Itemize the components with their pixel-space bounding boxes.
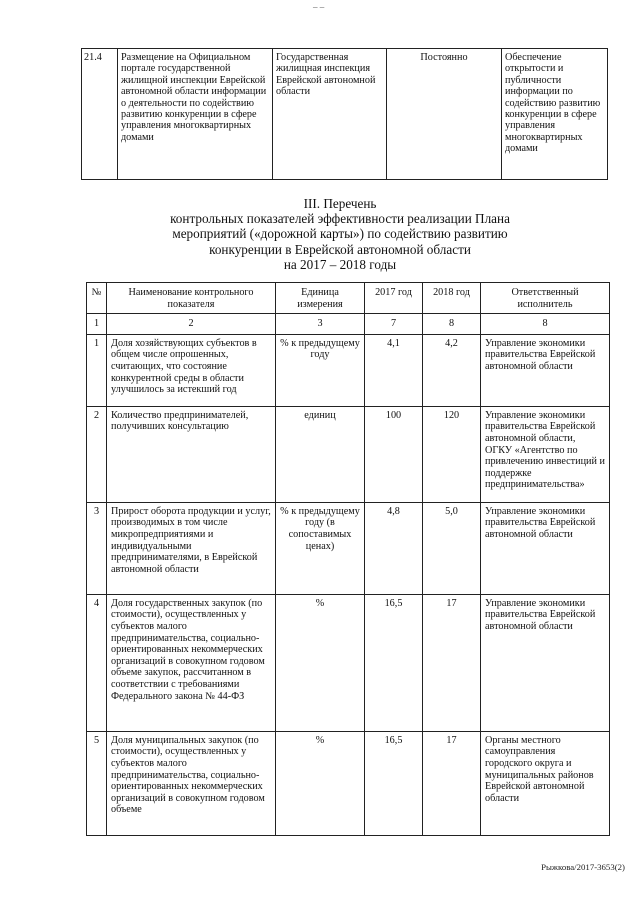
responsible-executor: Управление экономики правительства Еврейской автономной области xyxy=(481,594,610,731)
table-row xyxy=(87,406,610,502)
indicator-name: Прирост оборота продукции и услуг, производимых в том числе микропредприятиями и индивидуальными предпринимателями, в Еврейской автономной области xyxy=(107,502,276,594)
value-2018: 4,2 xyxy=(423,334,481,406)
activity-cell: Размещение на Официальном портале государственной жилищной инспекции Еврейской автономной области информации о деятельности по содействию развитию конкуренции в сфере управления многоквартирных домами xyxy=(118,49,273,180)
row-number: 3 xyxy=(87,502,107,594)
indicator-unit: единиц xyxy=(276,406,365,502)
table-row xyxy=(87,594,610,731)
column-header: 2018 год xyxy=(423,283,481,314)
heading-line: мероприятий («дорожной карты») по содействию развитию xyxy=(172,226,508,242)
heading-line: на 2017 – 2018 годы xyxy=(283,256,397,272)
section-heading xyxy=(150,196,530,272)
row-number: 4 xyxy=(87,594,107,731)
executor-cell: Государственная жилищная инспекция Еврейской автономной области xyxy=(273,49,387,180)
value-2018: 17 xyxy=(423,594,481,731)
column-index: 8 xyxy=(481,314,610,335)
plan-continuation-table xyxy=(81,48,608,180)
indicators-table xyxy=(86,282,610,836)
value-2017: 4,1 xyxy=(365,334,423,406)
row-number: 1 xyxy=(87,334,107,406)
table-row xyxy=(87,502,610,594)
indicator-name: Доля государственных закупок (по стоимости), осуществленных у субъектов малого предпринимательства, социально-ориентированных некоммерческих организаций в совокупном годовом объеме закупок, рассчитанном в соответствии с требованиями Федерального закона № 44-ФЗ xyxy=(107,594,276,731)
table-row xyxy=(87,731,610,835)
table-row xyxy=(87,334,610,406)
heading-line: конкуренции в Еврейской автономной области xyxy=(209,241,471,257)
indicator-name: Доля хозяйствующих субъектов в общем числе опрошенных, считающих, что состояние конкурентной среды в области улучшилось за истекший год xyxy=(107,334,276,406)
responsible-executor: Органы местного самоуправления городского округа и муниципальных районов Еврейской автономной области xyxy=(481,731,610,835)
responsible-executor: Управление экономики правительства Еврейской автономной области xyxy=(481,502,610,594)
indicator-unit: % к предыдущему году xyxy=(276,334,365,406)
column-header: Ответственный исполнитель xyxy=(481,283,610,314)
value-2017: 4,8 xyxy=(365,502,423,594)
column-index: 7 xyxy=(365,314,423,335)
value-2018: 120 xyxy=(423,406,481,502)
value-2017: 16,5 xyxy=(365,731,423,835)
column-header: Единица измерения xyxy=(276,283,365,314)
indicator-name: Количество предпринимателей, получивших консультацию xyxy=(107,406,276,502)
result-cell: Обеспечение открытости и публичности информации по содействию развитию конкуренции в сфере управления многоквартирных домами xyxy=(502,49,608,180)
heading-line: контрольных показателей эффективности реализации Плана xyxy=(170,211,510,227)
heading-line: III. Перечень xyxy=(303,196,377,211)
indicator-unit: % xyxy=(276,594,365,731)
indicator-unit: % к предыдущему году (в сопоставимых ценах) xyxy=(276,502,365,594)
value-2018: 17 xyxy=(423,731,481,835)
term-cell: Постоянно xyxy=(387,49,502,180)
value-2017: 16,5 xyxy=(365,594,423,731)
indicator-unit: % xyxy=(276,731,365,835)
row-number: 2 xyxy=(87,406,107,502)
table-header-row xyxy=(87,283,610,314)
indicator-name: Доля муниципальных закупок (по стоимости), осуществленных у субъектов малого предпринимательства, социально-ориентированных некоммерческих организаций в совокупном годовом объеме xyxy=(107,731,276,835)
column-header: Наименование контрольного показателя xyxy=(107,283,276,314)
column-index: 2 xyxy=(107,314,276,335)
column-index-row xyxy=(87,314,610,335)
column-header: № xyxy=(87,283,107,314)
column-index: 1 xyxy=(87,314,107,335)
row-number: 5 xyxy=(87,731,107,835)
column-header: 2017 год xyxy=(365,283,423,314)
column-index: 3 xyxy=(276,314,365,335)
column-index: 8 xyxy=(423,314,481,335)
value-2018: 5,0 xyxy=(423,502,481,594)
responsible-executor: Управление экономики правительства Еврейской автономной области, ОГКУ «Агентство по привлечению инвестиций и поддержке предпринимательства» xyxy=(481,406,610,502)
row-number: 21.4 xyxy=(82,49,118,180)
table-row xyxy=(82,49,608,180)
page-top-mark: – – xyxy=(313,2,325,12)
document-footer-code: Рыжкова/2017-3653(2) xyxy=(541,862,625,872)
value-2017: 100 xyxy=(365,406,423,502)
responsible-executor: Управление экономики правительства Еврейской автономной области xyxy=(481,334,610,406)
